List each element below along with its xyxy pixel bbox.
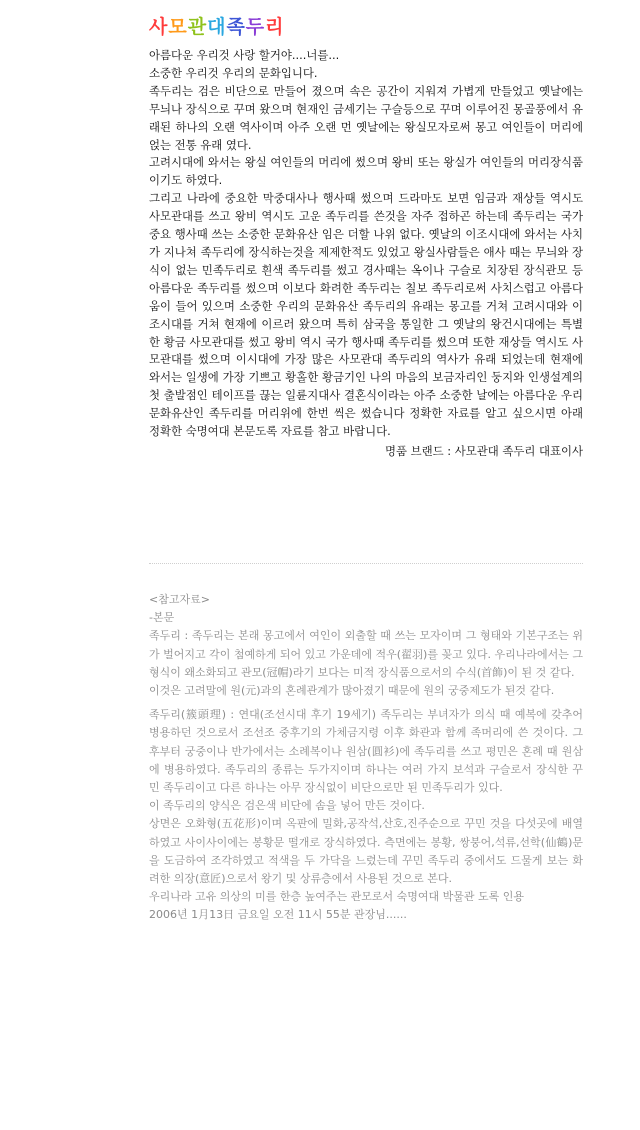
reference-subheading: -본문 bbox=[149, 611, 175, 625]
reference-paragraph: 이 족두리의 양식은 검은색 비단에 솜을 넣어 만든 것이다. bbox=[149, 799, 425, 813]
reference-paragraph: 족두리(簇頭理) : 연대(조선시대 후기 19세기) 족두리는 부녀자가 의식 때 예복에 갖추어 병용하던 것으로서 조선조 중후기의 가체금지령 이후 화관과 함께 족머리에 쓴 것이다. 그후부터 궁중이나 반가에서는 소례복이나 원삼(圓衫)에 족두리를 쓰고 평민은 혼례 때 원삼에 병용하였다. 족두리의 종류는 두가지이며 하나는 여러 가지 보석과 구슬로서 장식한 꾸민 족두리이고 다른 하나는 아무 장식없이 비단으로만 된 민족두리가 있다. bbox=[149, 708, 583, 795]
signature: 명품 브랜드 : 사모관대 족두리 대표이사 bbox=[385, 443, 583, 458]
body-paragraph: 고려시대에 와서는 왕실 여인들의 머리에 썼으며 왕비 또는 왕실가 여인들의 머리장식품이기도 하였다. bbox=[149, 155, 583, 188]
title-char: 모 bbox=[168, 16, 188, 38]
main-text bbox=[149, 47, 583, 461]
title-char: 대 bbox=[207, 16, 227, 38]
title-char: 리 bbox=[265, 16, 285, 38]
intro-line: 소중한 우리것 우리의 문화입니다. bbox=[149, 65, 318, 80]
reference-date: 2006년 1月13日 금요일 오전 11시 55분 관장님...... bbox=[149, 908, 407, 922]
body-paragraph: 그리고 나라에 중요한 막중대사나 행사때 썼으며 드라마도 보면 임금과 재상들 역시도 사모관대를 쓰고 왕비 역시도 고운 족두리를 쓴것을 자주 접하곤 하는데 족두리는 국가 중요 행사때 쓰는 소중한 문화유산 임은 더할 나위 없다. 옛날의 이조시대에 와서는 사치가 지나쳐 족두리에 장식하는것을 제제한적도 있었고 왕실사람들은 애사 때는 무늬와 장식이 없는 민족두리로 흰색 족두리를 썼고 경사때는 옥이나 구슬로 치장된 장식관모 등 아름다운 족두리를 썼으며 이보다 화려한 족두리는 칠보 족두리로써 사치스럽고 아름다움이 들어 있으며 소중한 우리의 문화유산 족두리의 유래는 몽고를 거쳐 고려시대와 이조시대를 거쳐 현재에 이르러 왔으며 특히 삼국을 통일한 그 옛날의 왕건시대에는 특별한 황금 사모관대를 썼고 왕비 역시 국가 행사때 족두리를 썼으며 또한 재상들 역시도 사모관대를 썼으며 이시대에 가장 많은 사모관대 족두리의 역사가 유래 되었는데 현재에 와서는 일생에 가장 기쁘고 황홀한 황금기인 나의 마음의 보금자리인 둥지와 인생설계의 첫 출발점인 테이프를 끊는 일륜지대사 결혼식이라는 아주 소중한 날에는 아름다운 우리 문화유산인 족두리를 머리위에 한번 씩은 썼습니다 정확한 자료를 알고 싶으시면 아래 정확한 숙명여대 본문도록 자료를 참고 바랍니다. bbox=[149, 191, 583, 439]
body-paragraph: 족두리는 검은 비단으로 만들어 졌으며 속은 공간이 지워져 가볍게 만들었고 옛날에는 무늬나 장식으로 꾸며 왔으며 현재인 금세기는 구슬등으로 꾸며 이루어진 몽골풍에서 유래된 하나의 오랜 역사이며 아주 오랜 먼 옛날에는 왕실모자로써 몽고 여인들이 머리에 얹는 전통 유래 였다. bbox=[149, 83, 583, 152]
reference-paragraph: 족두리 : 족두리는 본래 몽고에서 여인이 외출할 때 쓰는 모자이며 그 형태와 기본구조는 위가 벌어지고 각이 첨예하게 되어 있고 가운데에 적우(翟羽)를 꽂고 있다. 우리나라에서는 그 형식이 왜소화되고 관모(冠帽)라기 보다는 미적 장식품으로서의 수식(首飾)이 된 것 같다. bbox=[149, 629, 583, 679]
reference-section bbox=[149, 591, 583, 925]
title-char: 두 bbox=[245, 16, 266, 38]
title-char: 사 bbox=[149, 16, 169, 38]
reference-paragraph: 우리나라 고유 의상의 미를 한층 높여주는 관모로서 숙명여대 박물관 도록 인용 bbox=[149, 890, 524, 904]
dotted-divider bbox=[149, 563, 583, 564]
title-char: 족 bbox=[226, 16, 246, 38]
reference-heading: <참고자료> bbox=[149, 593, 210, 606]
title-char: 관 bbox=[187, 16, 208, 38]
page-title bbox=[149, 12, 285, 38]
reference-paragraph: 상면은 오화형(五花形)이며 옥판에 밀화,공작석,산호,진주순으로 꾸민 것을 다섯곳에 배열하였고 사이사이에는 봉황문 떨개로 장식하였다. 측면에는 봉황, 쌍붕어,석류,선학(仙鶴)문을 도금하여 조각하였고 적색을 두 가닥을 느렸는데 꾸민 족두리 중에서도 드물게 보는 화려한 의장(意匠)으로서 왕기 및 상류층에서 사용된 것으로 본다. bbox=[149, 817, 583, 886]
reference-paragraph: 이것은 고려말에 원(元)과의 혼례관계가 많아졌기 때문에 원의 궁중제도가 된것 같다. bbox=[149, 684, 555, 698]
intro-line: 아름다운 우리것 사랑 할거야....너를... bbox=[149, 48, 340, 62]
